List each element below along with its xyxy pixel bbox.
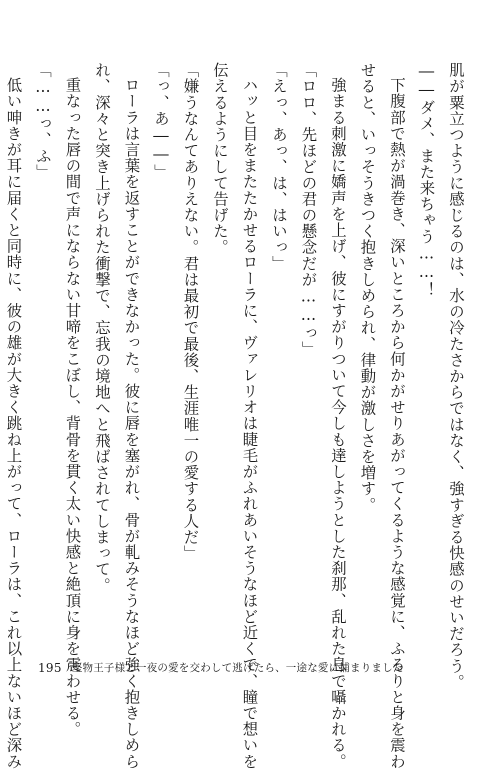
page-footer: [38, 660, 478, 676]
text-line: ――ダメ、また来ちゃう……！: [417, 62, 436, 298]
text-line: 肌が粟立つように感じるのは、水の冷たさからではなく、強すぎる快感のせいだろう。: [447, 62, 465, 690]
text-line: 下腹部で熱が渦巻き、深いところから何かがせりあがってくるような感覚に、ふるりと身を震わ: [388, 77, 406, 770]
text-line: 「嫌うなんてありえない。君は最初で最後、生涯唯一の愛する人だ」: [181, 62, 200, 562]
text-line: 重なった唇の間で声にならない甘啼をこぼし、背骨を貫く太い快感と絶頂に身を震わせる。: [63, 77, 82, 738]
text-line: ローラは言葉を返すことができなかった。彼に唇を塞がれ、骨が軋みそうなほど強く抱きしめら: [122, 77, 141, 770]
text-line: せると、いっそうきつく抱きしめられ、律動が激しさを増す。: [358, 62, 377, 513]
text-line: 伝えるようにして告げた。: [211, 62, 229, 256]
text-line: 強まる刺激に嬌声を上げ、彼にすがりついて今しも達しようとした刹那、乱れた息で囁かれる。: [329, 77, 347, 770]
text-line: 「えっ、あっ、は、はいっ」: [270, 62, 288, 272]
running-book-title: 堅物王子様と一夜の愛を交わして逃げたら、一途な愛に捕まりました: [71, 662, 404, 674]
text-line: ハッと目をまたたかせるローラに、ヴァレリオは睫毛がふれあいそうなほど近くで、瞳で想いを: [240, 77, 259, 770]
page-number: 195: [38, 661, 62, 675]
text-line: 低い呻きが耳に届くと同時に、彼の雄が大きく跳ね上がって、ローラは、これ以上ないほど深み: [4, 77, 23, 770]
text-line: 「っ、あ――」: [152, 62, 170, 180]
text-line: 「……っ、ふ」: [34, 62, 52, 180]
text-line: れ、深々と突き上げられた衝撃で、忘我の境地へと飛ばされてしまって。: [93, 62, 111, 594]
text-line: 「ロロ、先ほどの君の懸念だが……っ」: [299, 62, 318, 357]
